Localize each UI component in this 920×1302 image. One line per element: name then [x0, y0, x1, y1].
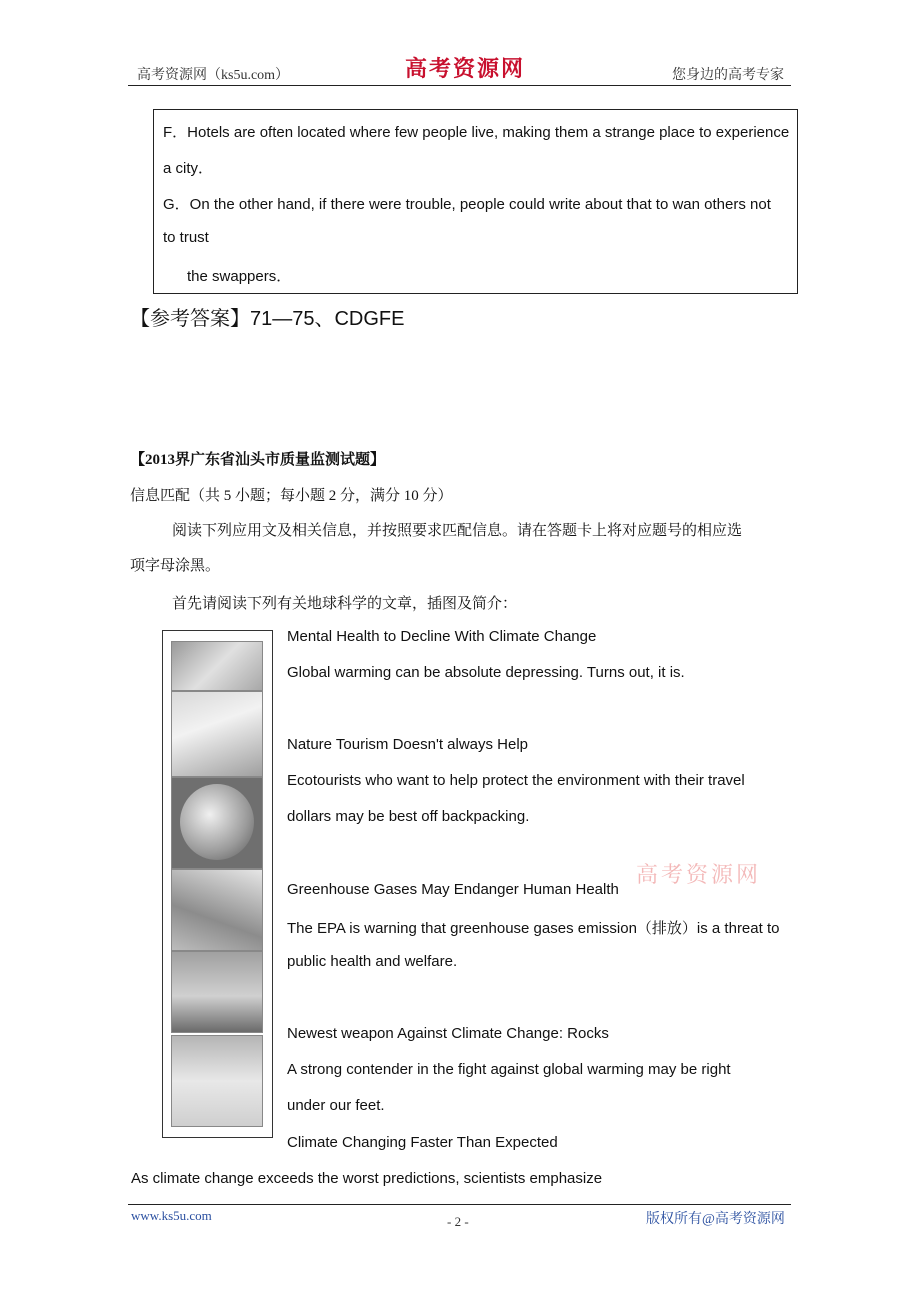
footer-copyright: 版权所有@高考资源网 — [646, 1212, 785, 1227]
option-f-line1: F．Hotels are often located where few people live, making them a strange place to experience — [163, 124, 790, 141]
footer-website-link[interactable]: www.ks5u.com — [131, 1208, 212, 1223]
illustration-factory-image — [171, 951, 263, 1033]
page-number: - 2 - — [447, 1214, 469, 1229]
header-site-name: 高考资源网（ks5u.com） — [137, 68, 290, 83]
illustration-storm-image — [171, 1035, 263, 1127]
article-1-title: Mental Health to Decline With Climate Change — [287, 628, 597, 645]
option-g-line2: to trust — [163, 229, 209, 246]
intro-line: 首先请阅读下列有关地球科学的文章，插图及简介： — [172, 596, 518, 612]
footer-rule — [128, 1204, 791, 1205]
illustration-smoke-image — [171, 869, 263, 951]
article-5-line-1: As climate change exceeds the worst predictions, scientists emphasize — [131, 1170, 603, 1187]
option-g-line1: G．On the other hand, if there were trouble, people could write about that to wan others not — [163, 196, 771, 213]
watermark: 高考资源网 — [636, 862, 762, 887]
illustration-person-image — [171, 641, 263, 691]
article-5-title: Climate Changing Faster Than Expected — [287, 1134, 558, 1151]
header-rule — [128, 85, 791, 86]
article-2-line-1: Ecotourists who want to help protect the environment with their travel — [287, 772, 745, 789]
section-title: 【2013界广东省汕头市质量监测试题】 — [130, 452, 386, 468]
article-3-line-2: public health and welfare. — [287, 953, 458, 970]
article-4-title: Newest weapon Against Climate Change: Rocks — [287, 1025, 609, 1042]
article-2-line-2: dollars may be best off backpacking. — [287, 808, 530, 825]
header-logo: 高考资源网 — [405, 56, 526, 81]
article-1-line-1: Global warming can be absolute depressing. Turns out, it is. — [287, 664, 685, 681]
illustration-earth-image — [171, 777, 263, 869]
option-g-line3: the swappers． — [187, 268, 292, 285]
instruction-line2: 项字母涂黑。 — [130, 558, 221, 574]
illustration-strip — [162, 630, 273, 1138]
article-2-title: Nature Tourism Doesn't always Help — [287, 736, 529, 753]
instruction-line1: 阅读下列应用文及相关信息，并按照要求匹配信息。请在答题卡上将对应题号的相应选 — [172, 523, 743, 539]
option-f-line2: a city． — [163, 160, 214, 177]
article-3-line-1: The EPA is warning that greenhouse gases emission（排放）is a threat to — [287, 920, 780, 937]
illustration-tourist-image — [171, 691, 263, 777]
article-3-title: Greenhouse Gases May Endanger Human Health — [287, 881, 619, 898]
article-4-line-2: under our feet. — [287, 1097, 385, 1114]
article-4-line-1: A strong contender in the fight against global warming may be right — [287, 1061, 731, 1078]
answer-key: 【参考答案】71—75、CDGFE — [130, 308, 405, 330]
section-subtitle: 信息匹配（共 5 小题；每小题 2 分，满分 10 分） — [130, 488, 453, 504]
header-slogan: 您身边的高考专家 — [672, 68, 784, 83]
